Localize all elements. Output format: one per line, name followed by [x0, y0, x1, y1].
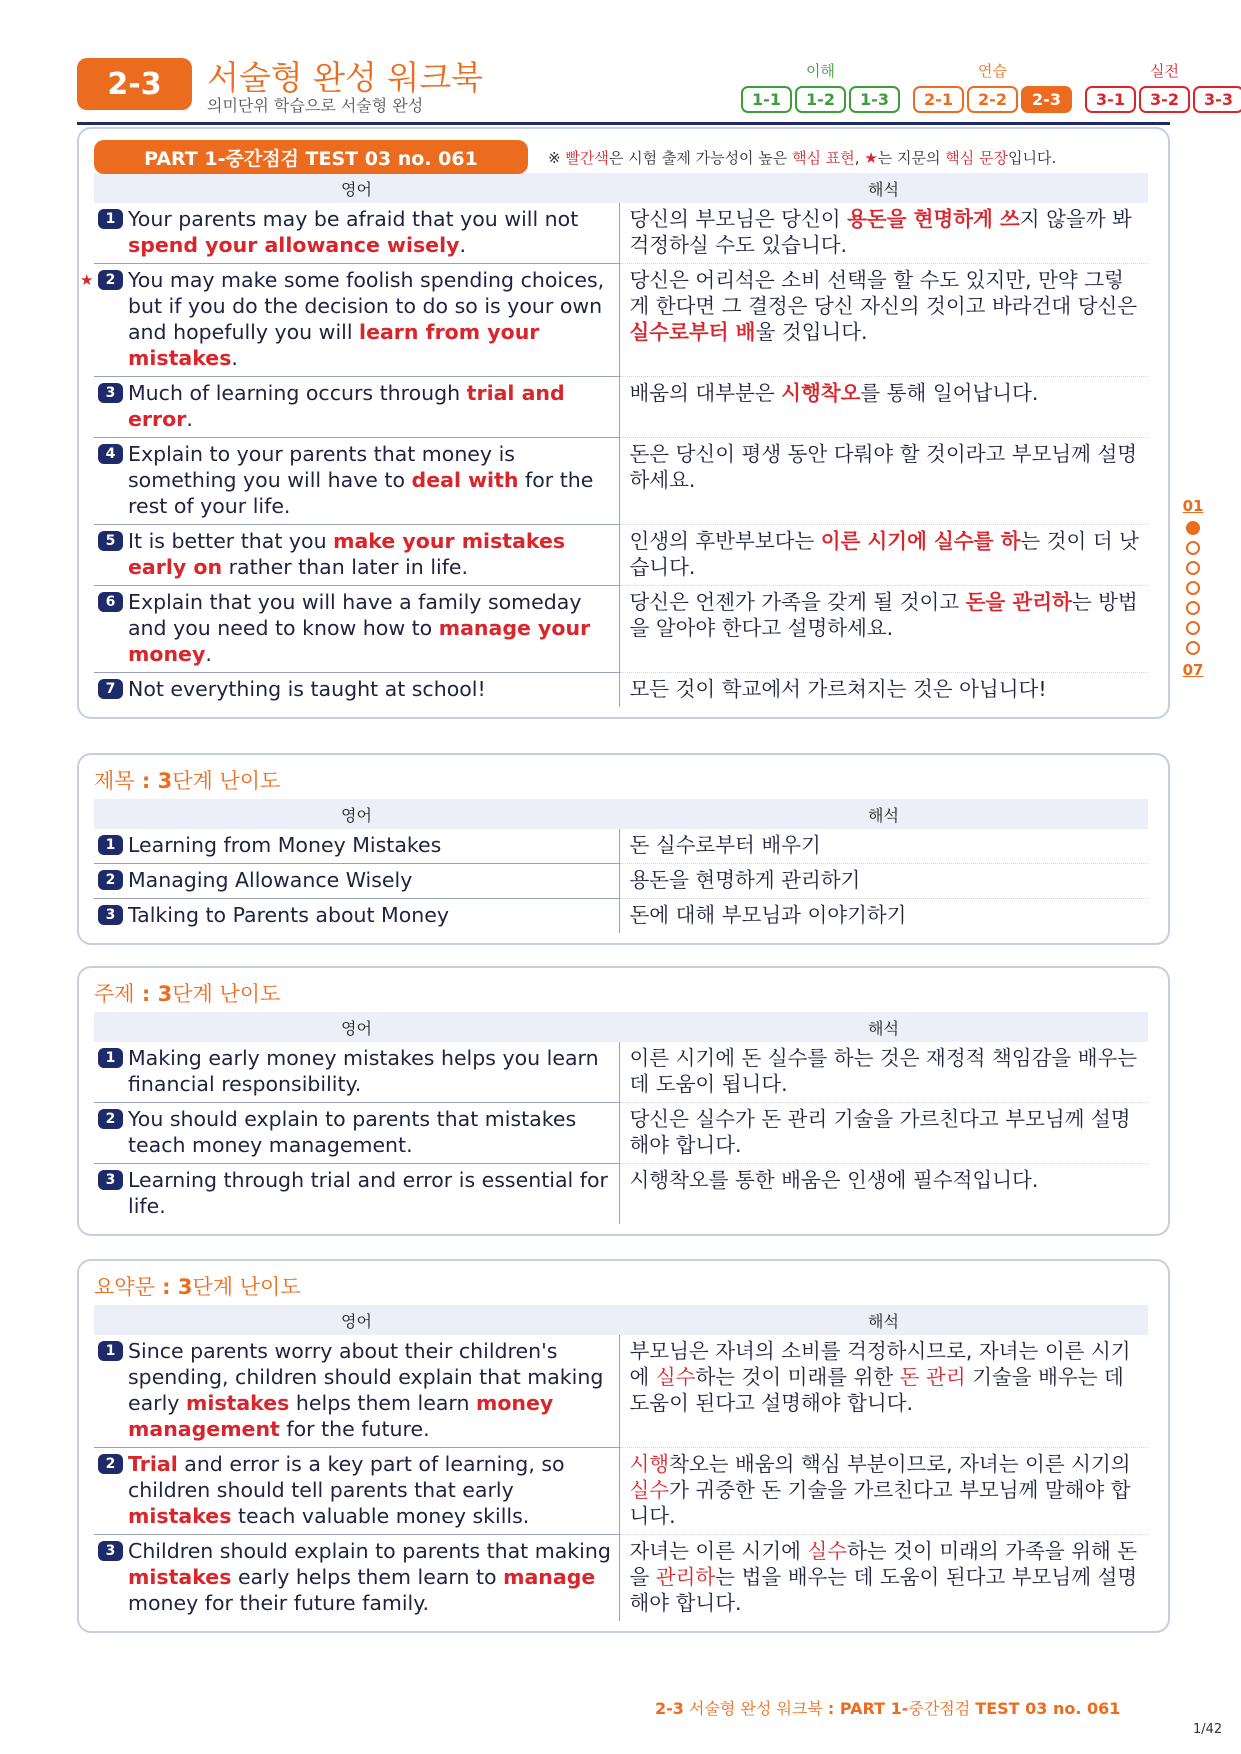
- progress-start-label: 01: [1182, 497, 1204, 515]
- key-expression: manage: [503, 1565, 596, 1589]
- text-segment: for the rest of your life.: [128, 468, 594, 518]
- english-cell: [94, 377, 619, 438]
- passage-panel: [77, 127, 1170, 719]
- english-text: [128, 1045, 613, 1097]
- english-text: [128, 206, 613, 258]
- korean-cell: [619, 1535, 1148, 1622]
- table-row: [94, 1042, 1148, 1103]
- english-text: [128, 441, 613, 519]
- korean-cell: [619, 525, 1148, 586]
- table-row: [94, 525, 1148, 586]
- header-divider: [77, 122, 1170, 125]
- text-segment: 하는 것이 미래를 위한: [695, 1365, 900, 1389]
- text-segment: You may make some foolish spending choices, but if you do the decision to do so is your own and hopefully you will: [128, 268, 605, 344]
- text-segment: 이른 시기에 돈 실수를 하는 것은 재정적 책임감을 배우는 데 도움이 됩니다.: [629, 1046, 1138, 1096]
- key-expression: trial and error: [128, 381, 565, 431]
- table-row: [94, 829, 1148, 864]
- part-badge: PART 1-중간점검 TEST 03 no. 061: [94, 140, 528, 174]
- table-row: [94, 203, 1148, 264]
- progress-dot: [1186, 581, 1200, 595]
- side-progress: [1176, 497, 1210, 679]
- korean-cell: [619, 899, 1148, 934]
- text-segment: 부모님은 자녀의 소비를 걱정하시므로, 자녀는 이른 시기에: [629, 1339, 1131, 1389]
- key-expression: Trial: [128, 1452, 178, 1476]
- english-text: [128, 902, 449, 928]
- text-segment: 당신은 어리석은 소비 선택을 할 수도 있지만, 만약 그렇게 한다면 그 결정은 당신 자신의 것이고 바라건대 당신은: [629, 268, 1138, 318]
- sentence-number: 6: [98, 592, 123, 612]
- footer-title: 2-3 서술형 완성 워크북 : PART 1-중간점검 TEST 03 no. 061: [655, 1699, 1121, 1718]
- sentence-number: 2: [98, 270, 123, 290]
- page-number: 1/42: [1193, 1722, 1223, 1737]
- text-segment: Since parents worry about their children's spending, children should explain that making early: [128, 1339, 604, 1415]
- english-cell: [94, 1535, 619, 1622]
- key-expression: 시행착오: [781, 381, 861, 405]
- english-cell: [94, 1335, 619, 1448]
- english-text: [128, 676, 486, 702]
- english-text: [128, 1106, 613, 1158]
- key-expression: learn from your mistakes: [128, 320, 540, 370]
- topic-panel: [77, 966, 1170, 1236]
- english-cell: [94, 1448, 619, 1535]
- text-segment: Learning from Money Mistakes: [128, 833, 442, 857]
- english-text: [128, 867, 412, 893]
- progress-dot: [1186, 561, 1200, 575]
- english-cell: [94, 829, 619, 864]
- text-segment: 용돈을 현명하게 관리하기: [629, 868, 861, 892]
- col-header-en: 영어: [94, 173, 619, 203]
- text-segment: 자녀는 이른 시기에: [629, 1539, 808, 1563]
- korean-cell: [619, 264, 1148, 377]
- col-header-en: 영어: [94, 1305, 619, 1335]
- col-header-ko: 해석: [619, 799, 1148, 829]
- sentence-number: 2: [98, 1454, 123, 1474]
- sentence-number: 1: [98, 209, 123, 229]
- level-2-3-active[interactable]: 2-3: [1021, 86, 1072, 113]
- korean-cell: [619, 1448, 1148, 1535]
- text-segment: Talking to Parents about Money: [128, 903, 450, 927]
- col-header-en: 영어: [94, 799, 619, 829]
- text-segment: rather than later in life.: [222, 555, 469, 579]
- table-row: [94, 1535, 1148, 1622]
- text-segment: 는 법을 배우는 데 도움이 된다고 부모님께 설명해야 합니다.: [629, 1565, 1138, 1615]
- korean-cell: [619, 829, 1148, 864]
- col-header-ko: 해석: [619, 1012, 1148, 1042]
- korean-cell: [619, 1335, 1148, 1448]
- key-expression: 용돈을 현명하게 쓰: [847, 207, 1020, 231]
- text-segment: Explain to your parents that money is something you will have to: [128, 442, 515, 492]
- korean-cell: [619, 1164, 1148, 1225]
- progress-end-label: 07: [1182, 661, 1204, 679]
- english-text: [128, 832, 441, 858]
- korean-cell: [619, 438, 1148, 525]
- text-segment: 당신은 실수가 돈 관리 기술을 가르친다고 부모님께 설명해야 합니다.: [629, 1107, 1131, 1157]
- text-segment: early helps them learn to: [231, 1565, 504, 1589]
- text-segment: Learning through trial and error is essential for life.: [128, 1168, 608, 1218]
- level-2-2[interactable]: 2-2: [967, 86, 1018, 113]
- table-row: [94, 586, 1148, 673]
- text-segment: It is better that you: [128, 529, 334, 553]
- legend-note: ※ 빨간색은 시험 출제 가능성이 높은 핵심 표현, ★는 지문의 핵심 문장입니다.: [548, 149, 1057, 167]
- english-cell: [94, 1042, 619, 1103]
- progress-dots: [1176, 521, 1210, 655]
- text-segment: Much of learning occurs through: [128, 381, 467, 405]
- text-segment: Making early money mistakes helps you learn financial responsibility.: [128, 1046, 599, 1096]
- level-navigator: [741, 60, 1241, 116]
- text-segment: 당신의 부모님은 당신이: [629, 207, 848, 231]
- key-expression: deal with: [411, 468, 519, 492]
- text-segment: Your parents may be afraid that you will not: [128, 207, 579, 231]
- english-cell: [94, 1103, 619, 1164]
- level-1-1[interactable]: 1-1: [741, 86, 792, 113]
- text-segment: Children should explain to parents that making: [128, 1539, 611, 1563]
- text-segment: and error is a key part of learning, so children should tell parents that early: [128, 1452, 565, 1502]
- key-expression: money management: [128, 1391, 554, 1441]
- key-expression: 실수: [807, 1539, 848, 1563]
- english-text: [128, 1338, 613, 1442]
- sentence-number: 3: [98, 383, 123, 403]
- table-row: [94, 899, 1148, 934]
- text-segment: Managing Allowance Wisely: [128, 868, 413, 892]
- level-3-2[interactable]: 3-2: [1139, 86, 1190, 113]
- section-title: 주제 : 3단계 난이도: [94, 982, 281, 1006]
- sentence-number: 1: [98, 1341, 123, 1361]
- level-1-3[interactable]: 1-3: [849, 86, 900, 113]
- key-expression: mistakes: [185, 1391, 290, 1415]
- section-title: 제목 : 3단계 난이도: [94, 769, 281, 793]
- page-header: [77, 52, 1233, 124]
- key-expression: mistakes: [128, 1565, 232, 1589]
- sentence-number: 7: [98, 679, 123, 699]
- korean-cell: [619, 203, 1148, 264]
- sentence-number: 2: [98, 870, 123, 890]
- level-group-practice: [913, 60, 1072, 113]
- english-cell: [94, 438, 619, 525]
- sentence-number: 3: [98, 1541, 123, 1561]
- sentence-number: 5: [98, 531, 123, 551]
- sentence-number: 1: [98, 835, 123, 855]
- text-segment: money for their future family.: [128, 1591, 429, 1615]
- page-subtitle: 의미단위 학습으로 서술형 완성: [207, 96, 424, 115]
- progress-dot: [1186, 621, 1200, 635]
- key-expression: spend your allowance wisely: [128, 233, 460, 257]
- text-segment: Not everything is taught at school!: [128, 677, 486, 701]
- topic-table: [94, 1012, 1148, 1224]
- table-row: [94, 1164, 1148, 1225]
- english-cell: [94, 1164, 619, 1225]
- progress-dot-active: [1186, 521, 1200, 535]
- text-segment: Explain that you will have a family someday and you need to know how to: [128, 590, 582, 640]
- level-group-real: [1085, 60, 1241, 113]
- english-text: [128, 528, 613, 580]
- english-cell: [94, 525, 619, 586]
- english-cell: [94, 864, 619, 899]
- text-segment: 하는 것이 미래의 가족을 위해 돈을: [629, 1539, 1138, 1589]
- key-expression: make your mistakes early on: [128, 529, 566, 579]
- english-cell: [94, 673, 619, 708]
- text-segment: You should explain to parents that mistakes teach money management.: [128, 1107, 577, 1157]
- level-group-label: 연습: [978, 62, 1007, 80]
- table-row: [94, 864, 1148, 899]
- key-expression: 실수로부터 배: [629, 320, 756, 344]
- text-segment: 모든 것이 학교에서 가르쳐지는 것은 아닙니다!: [629, 677, 1047, 701]
- text-segment: 는 방법을 알아야 한다고 설명하세요.: [629, 590, 1138, 640]
- sentence-number: 1: [98, 1048, 123, 1068]
- level-group-understand: [741, 60, 900, 113]
- korean-cell: [619, 673, 1148, 708]
- text-segment: .: [459, 233, 466, 257]
- col-header-ko: 해석: [619, 173, 1148, 203]
- key-expression: manage your money: [128, 616, 591, 666]
- section-title: 요약문 : 3단계 난이도: [94, 1275, 301, 1299]
- text-segment: 당신은 언젠가 가족을 갖게 될 것이고: [629, 590, 966, 614]
- text-segment: 돈에 대해 부모님과 이야기하기: [629, 903, 907, 927]
- level-3-1[interactable]: 3-1: [1085, 86, 1136, 113]
- korean-cell: [619, 377, 1148, 438]
- table-row: [94, 264, 1148, 377]
- text-segment: 가 귀중한 돈 기술을 가르친다고 부모님께 말해야 합니다.: [629, 1478, 1131, 1528]
- sentence-number: 3: [98, 905, 123, 925]
- korean-cell: [619, 864, 1148, 899]
- korean-cell: [619, 1042, 1148, 1103]
- level-2-1[interactable]: 2-1: [913, 86, 964, 113]
- level-group-label: 이해: [806, 62, 835, 80]
- table-row: [94, 673, 1148, 708]
- english-text: [128, 380, 613, 432]
- title-panel: [77, 753, 1170, 945]
- text-segment: 시행착오를 통한 배움은 인생에 필수적입니다.: [629, 1168, 1039, 1192]
- summary-panel: [77, 1259, 1170, 1633]
- key-expression: 실수: [629, 1478, 670, 1502]
- key-expression: mistakes: [128, 1504, 232, 1528]
- text-segment: teach valuable money skills.: [231, 1504, 530, 1528]
- english-cell: [94, 586, 619, 673]
- col-header-ko: 해석: [619, 1305, 1148, 1335]
- summary-table: [94, 1305, 1148, 1621]
- key-expression: 돈을 관리하: [965, 590, 1072, 614]
- unit-badge: 2-3: [77, 58, 192, 110]
- english-text: [128, 1167, 613, 1219]
- key-expression: 돈 관리: [899, 1365, 966, 1389]
- table-row: [94, 1448, 1148, 1535]
- text-segment: .: [231, 346, 238, 370]
- level-3-3[interactable]: 3-3: [1193, 86, 1241, 113]
- table-row: [94, 377, 1148, 438]
- progress-dot: [1186, 541, 1200, 555]
- korean-cell: [619, 586, 1148, 673]
- level-group-label: 실전: [1150, 62, 1179, 80]
- table-row: [94, 1335, 1148, 1448]
- page-title: 서술형 완성 워크북: [207, 58, 484, 97]
- table-row: [94, 1103, 1148, 1164]
- text-segment: 기술을 배우는 데 도움이 된다고 설명해야 합니다.: [629, 1365, 1124, 1415]
- text-segment: 를 통해 일어납니다.: [860, 381, 1039, 405]
- english-cell: [94, 899, 619, 934]
- level-1-2[interactable]: 1-2: [795, 86, 846, 113]
- text-segment: 착오는 배움의 핵심 부분이므로, 자녀는 이른 시기의: [669, 1452, 1131, 1476]
- english-text: [128, 1451, 613, 1529]
- sentence-number: 3: [98, 1170, 123, 1190]
- col-header-en: 영어: [94, 1012, 619, 1042]
- english-text: [128, 589, 613, 667]
- key-expression: 시행: [629, 1452, 670, 1476]
- korean-cell: [619, 1103, 1148, 1164]
- key-sentence-star-icon: ★: [80, 271, 94, 289]
- progress-dot: [1186, 641, 1200, 655]
- sentence-number: 2: [98, 1109, 123, 1129]
- key-expression: 실수: [655, 1365, 696, 1389]
- text-segment: 배움의 대부분은: [629, 381, 782, 405]
- english-cell: [80, 264, 619, 377]
- title-table: [94, 799, 1148, 933]
- text-segment: 울 것입니다.: [755, 320, 868, 344]
- table-row: [94, 438, 1148, 525]
- text-segment: for the future.: [279, 1417, 430, 1441]
- key-expression: 이른 시기에 실수를 하: [820, 529, 1021, 553]
- text-segment: 지 않을까 봐 걱정하실 수도 있습니다.: [629, 207, 1132, 257]
- text-segment: 돈은 당신이 평생 동안 다뤄야 할 것이라고 부모님께 설명하세요.: [629, 442, 1138, 492]
- text-segment: .: [186, 407, 193, 431]
- text-segment: 인생의 후반부보다는: [629, 529, 821, 553]
- text-segment: helps them learn: [289, 1391, 476, 1415]
- english-text: [128, 267, 613, 371]
- english-text: [128, 1538, 613, 1616]
- passage-table: [80, 173, 1148, 707]
- text-segment: 돈 실수로부터 배우기: [629, 833, 821, 857]
- key-expression: 관리하: [655, 1565, 716, 1589]
- progress-dot: [1186, 601, 1200, 615]
- text-segment: .: [205, 642, 212, 666]
- english-cell: [94, 203, 619, 264]
- sentence-number: 4: [98, 444, 123, 464]
- text-segment: 는 것이 더 낫습니다.: [629, 529, 1139, 579]
